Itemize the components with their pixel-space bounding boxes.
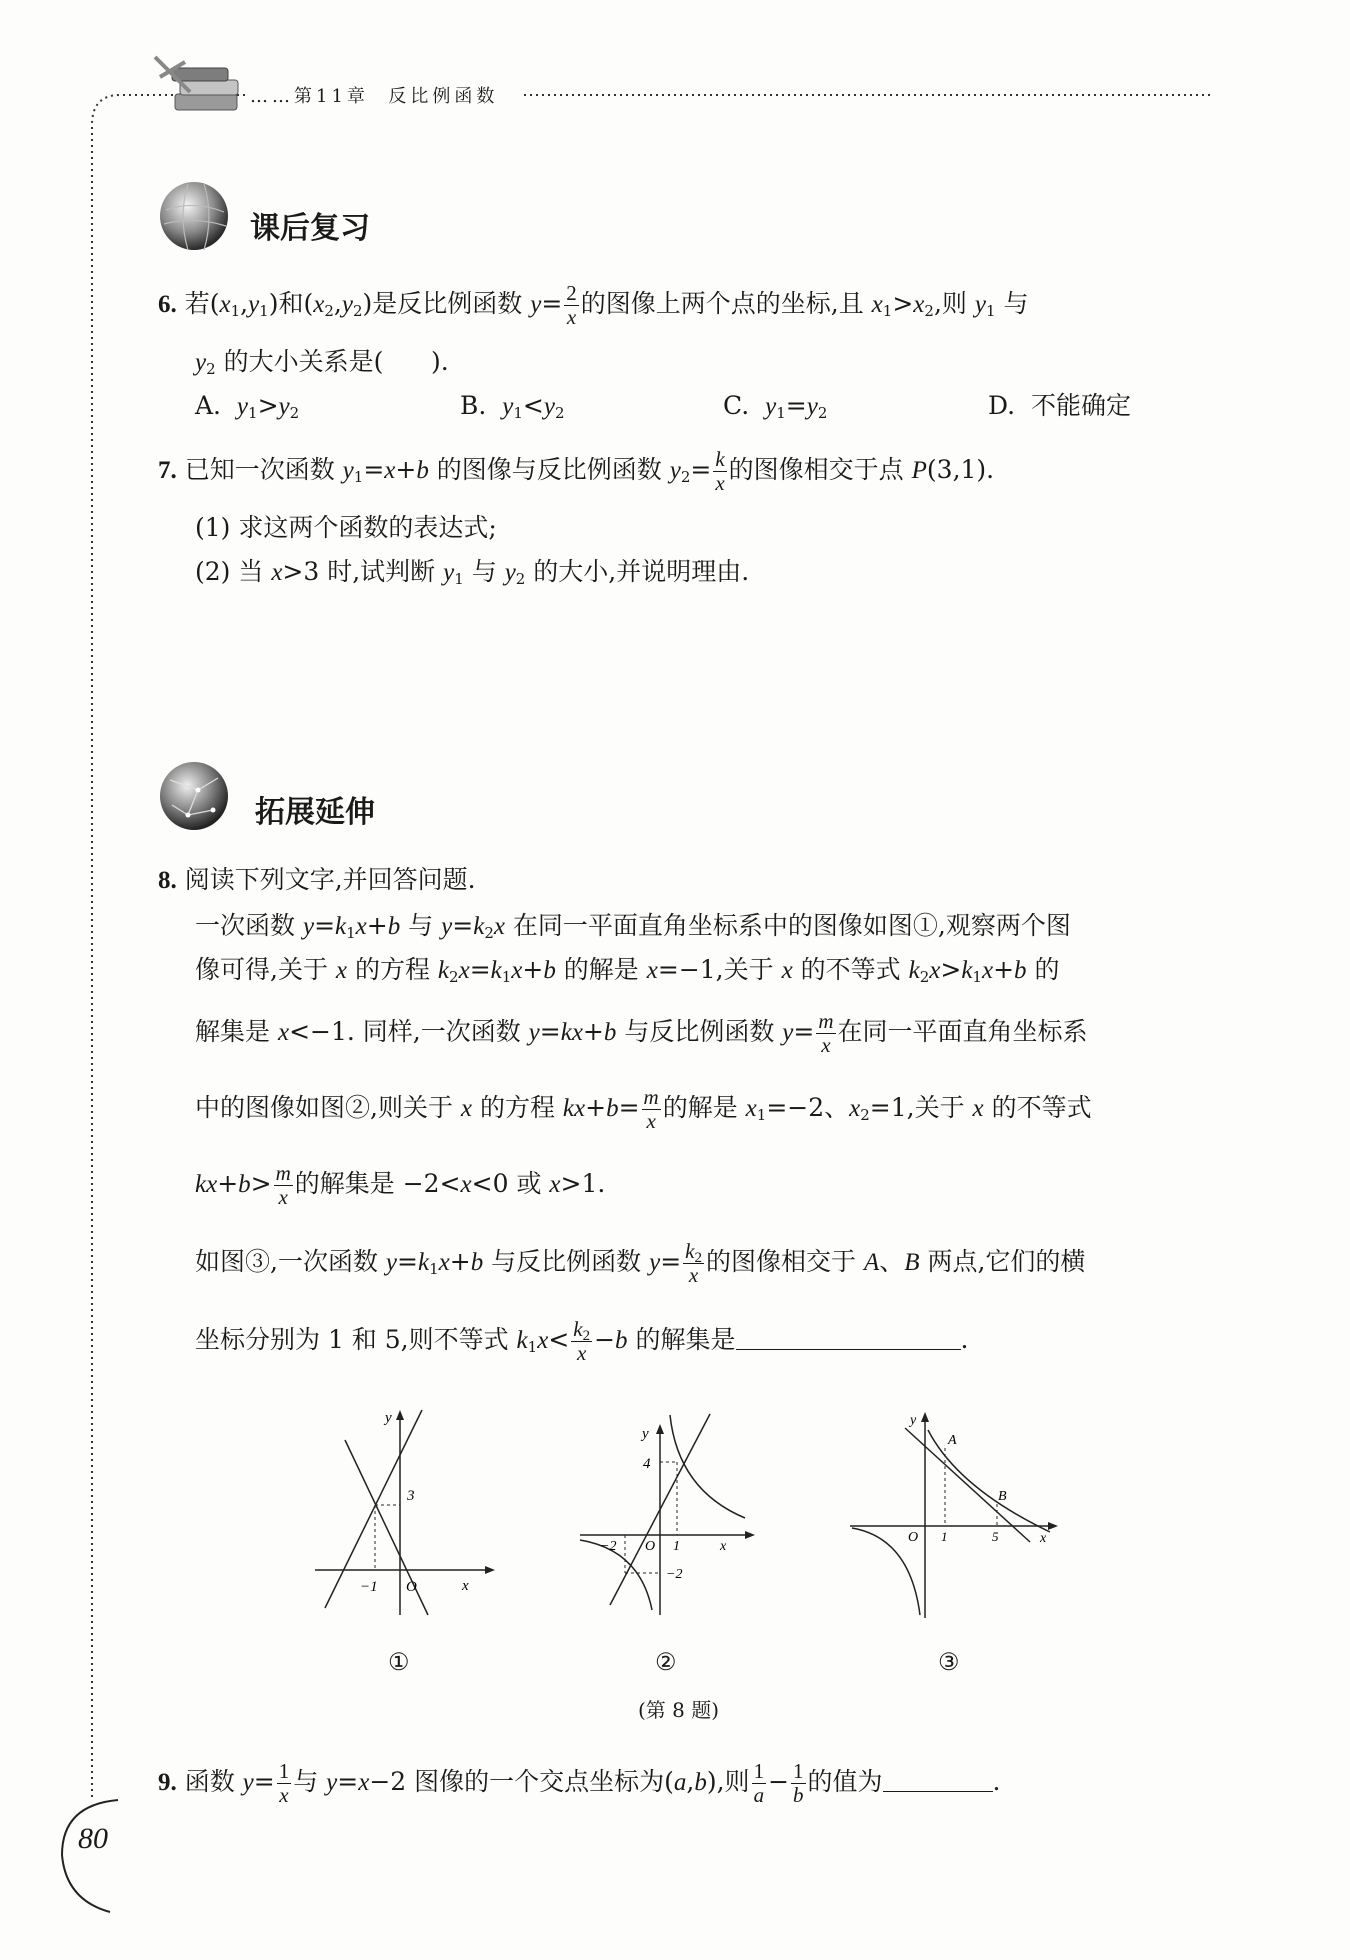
option-a: A. $y_1>y_2$ <box>195 391 300 422</box>
figure-caption: (第 8 题) <box>638 1698 720 1722</box>
fig2-origin: O <box>645 1539 656 1554</box>
figure-3 <box>840 1400 1070 1625</box>
question-8-line2: 像可得,关于 x 的方程 $k_2x=k_1x+b$ 的解是 x=−1,关于 x 的不等式 $k_2x>k_1x+b$ 的 <box>195 955 1060 986</box>
question-8-line3: 解集是 x<−1. 同样,一次函数 y=kx+b 与反比例函数 y= $\frac{m}{x}$ 在同一平面直角坐标系 <box>195 1009 1088 1057</box>
figure-1 <box>310 1400 500 1625</box>
fig1-y-label: y <box>385 1410 392 1426</box>
fig2-tick-4: 4 <box>643 1456 651 1472</box>
question-8-line5: kx+b> $\frac{m}{x}$ 的解集是 −2<x<0 或 x>1. <box>195 1161 606 1209</box>
fig3-point-a: A <box>948 1433 957 1448</box>
answer-blank-8[interactable] <box>736 1323 961 1350</box>
question-7: 7. 已知一次函数 $y_1=x+b$ 的图像与反比例函数 $y_2=$ $\frac{k}{x}$ 的图像相交于点 P(3,1). <box>158 447 995 495</box>
figure-label-1: ① <box>388 1648 410 1676</box>
globe-icon <box>158 760 233 835</box>
page-number: 80 <box>78 1822 108 1855</box>
question-7-part1: (1) 求这两个函数的表达式; <box>195 513 497 542</box>
question-6-line2: $y_2$ 的大小关系是( ). <box>195 347 449 378</box>
chapter-number: 第11章 <box>294 86 369 107</box>
figure-2 <box>570 1400 760 1625</box>
chapter-header: ……第11章 反比例函数 <box>250 86 499 107</box>
section-title-extension: 拓展延伸 <box>255 795 375 830</box>
fig2-tick-1: 1 <box>673 1539 680 1554</box>
books-logo-icon <box>150 52 250 132</box>
fig2-x-label: x <box>720 1539 727 1554</box>
option-d: D. 不能确定 <box>988 391 1132 420</box>
question-6: 6. 若$(x_1,y_1)$和$(x_2,y_2)$是反比例函数 y= $\frac{2}{x}$ 的图像上两个点的坐标,且 $x_1>x_2$,则 $y_1$ 与 <box>158 281 1029 329</box>
fig1-tick-3: 3 <box>407 1488 415 1504</box>
fig2-tick-neg2: −2 <box>600 1539 617 1554</box>
sphere-icon <box>158 180 233 255</box>
question-8-intro: 8. 阅读下列文字,并回答问题. <box>158 865 476 894</box>
fig3-point-b: B <box>998 1489 1007 1504</box>
question-8-line4: 中的图像如图②,则关于 x 的方程 kx+b= $\frac{m}{x}$ 的解是 $x_1=-2$、$x_2=1$,关于 x 的不等式 <box>195 1085 1092 1133</box>
fig3-x-label: x <box>1040 1531 1047 1546</box>
section-title-review: 课后复习 <box>250 211 370 246</box>
figure-label-3: ③ <box>938 1648 960 1676</box>
option-b: B. $y_1<y_2$ <box>460 391 565 422</box>
fig3-origin: O <box>908 1530 919 1545</box>
question-9: 9. 函数 y= $\frac{1}{x}$ 与 y=x−2 图像的一个交点坐标为(a,b),则 $\frac{1}{a}$ − $\frac{1}{b}$ 的值为 . <box>158 1759 1001 1807</box>
fig1-x-label: x <box>462 1578 469 1594</box>
fig2-y-label: y <box>642 1426 649 1442</box>
question-8-line1: 一次函数 $y=k_1x+b$ 与 $y=k_2x$ 在同一平面直角坐标系中的图像如图①,观察两个图 <box>195 911 1071 942</box>
fig3-tick-1: 1 <box>941 1529 948 1544</box>
fig1-origin: O <box>406 1579 417 1595</box>
question-8-line6: 如图③,一次函数 $y=k_1x+b$ 与反比例函数 y= $\frac{k_2}{x}$ 的图像相交于 A、B 两点,它们的横 <box>195 1239 1086 1287</box>
fig3-y-label: y <box>910 1413 917 1428</box>
option-c: C. $y_1=y_2$ <box>723 391 828 422</box>
fig2-tick-neg2-y: −2 <box>666 1567 683 1582</box>
fig3-tick-5: 5 <box>992 1529 999 1544</box>
figure-label-2: ② <box>655 1648 677 1676</box>
fig1-tick-neg1: −1 <box>360 1579 378 1595</box>
question-7-part2: (2) 当 x>3 时,试判断 $y_1$ 与 $y_2$ 的大小,并说明理由. <box>195 557 750 588</box>
question-8-line7: 坐标分别为 1 和 5,则不等式 $k_1x<$ $\frac{k_2}{x}$ −b 的解集是 . <box>195 1317 969 1365</box>
answer-blank-9[interactable] <box>883 1765 993 1792</box>
chapter-title: 反比例函数 <box>388 86 499 107</box>
